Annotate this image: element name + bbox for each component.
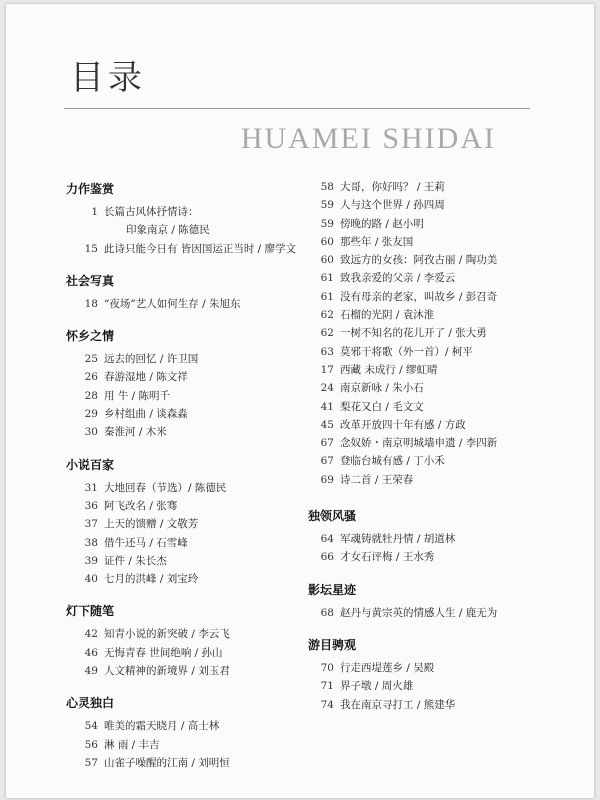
- toc-entry[interactable]: [306, 361, 536, 379]
- toc-entry[interactable]: [64, 736, 299, 754]
- entry-title: 梨花又白 / 毛文文: [340, 400, 424, 413]
- entry-title: 山雀子噪醒的江南 / 刘明恒: [104, 756, 230, 769]
- toc-section: [306, 178, 536, 489]
- toc-entry[interactable]: [64, 497, 299, 515]
- page-number: 36: [84, 499, 98, 512]
- page-number: 67: [320, 455, 334, 468]
- toc-entry[interactable]: [306, 677, 536, 695]
- page-number: 40: [84, 573, 98, 586]
- toc-entry[interactable]: [306, 343, 536, 361]
- section-title: 心灵独白: [66, 696, 115, 711]
- page-number: 49: [84, 665, 98, 678]
- entry-title: 致远方的女孩：阿孜古丽 / 陶功美: [340, 254, 498, 267]
- entry-title: 改革开放四十年有感 / 方政: [340, 418, 466, 431]
- entry-title: 傍晚的路 / 赵小明: [340, 217, 424, 230]
- toc-left-column: [64, 180, 299, 772]
- toc-entry[interactable]: [64, 717, 299, 735]
- entry-title: 知青小说的新突破 / 李云飞: [104, 628, 230, 641]
- page-number: 41: [320, 400, 334, 413]
- page-number: 58: [320, 181, 334, 193]
- page-number: 26: [84, 371, 98, 384]
- title-divider: [64, 108, 530, 109]
- entry-title: 远去的回忆 / 许卫国: [104, 353, 199, 366]
- section-title: 独领风骚: [308, 509, 357, 524]
- toc-entry-continuation: 印象南京 / 陈德民: [126, 224, 210, 237]
- toc-entry[interactable]: [306, 452, 536, 470]
- entry-title: 莫邪干将歌（外一首）/ 柯平: [340, 345, 473, 358]
- entry-title: 乡村组曲 / 谈森淼: [104, 408, 188, 421]
- page-number: 68: [320, 606, 334, 619]
- toc-section: [306, 636, 536, 714]
- toc-entry[interactable]: [306, 398, 536, 416]
- toc-entry[interactable]: [64, 552, 299, 570]
- toc-entry[interactable]: [64, 423, 299, 441]
- page-number: 39: [84, 554, 98, 567]
- entry-title: 此诗只能今日有 皆因国运正当时 / 廖学文: [104, 242, 297, 255]
- toc-entry[interactable]: [306, 269, 536, 287]
- toc-section: [306, 581, 536, 622]
- toc-entry[interactable]: [64, 350, 299, 368]
- toc-section: [64, 180, 299, 258]
- entry-title: 大哥，你好吗？ / 王莉: [340, 181, 445, 193]
- toc-entry[interactable]: [64, 405, 299, 423]
- entry-title: 那些年 / 张友国: [340, 235, 414, 248]
- toc-entry[interactable]: [306, 530, 536, 548]
- toc-entry[interactable]: [306, 215, 536, 233]
- page-number: 30: [84, 426, 98, 439]
- page-number: 64: [320, 533, 334, 546]
- entry-title: 一树不知名的花儿开了 / 张大勇: [340, 327, 487, 340]
- page-number: 25: [84, 353, 98, 366]
- page-number: 46: [84, 646, 98, 659]
- toc-entry[interactable]: [64, 644, 299, 662]
- toc-entry[interactable]: [306, 696, 536, 714]
- entry-title: “夜场”艺人如何生存 / 朱旭东: [104, 297, 241, 310]
- section-title: 社会写真: [66, 273, 115, 288]
- page-number: 24: [320, 382, 334, 395]
- toc-entry[interactable]: [64, 625, 299, 643]
- page-title: 目录: [70, 58, 146, 98]
- toc-entry[interactable]: [64, 240, 299, 258]
- toc-entry[interactable]: [306, 178, 536, 196]
- toc-entry[interactable]: [64, 387, 299, 405]
- entry-title: 长篇古风体抒情诗：: [104, 206, 199, 218]
- toc-section: [64, 272, 299, 313]
- toc-entry[interactable]: [306, 434, 536, 452]
- page-number: 31: [84, 481, 98, 494]
- toc-entry[interactable]: [306, 471, 536, 489]
- page-number: 17: [320, 363, 334, 376]
- section-title: 怀乡之情: [66, 329, 115, 344]
- toc-entry[interactable]: [306, 196, 536, 214]
- section-title: 游目骋观: [308, 637, 357, 652]
- page-number: 61: [320, 272, 334, 285]
- page-number: 38: [84, 536, 98, 549]
- toc-entry[interactable]: [64, 479, 299, 497]
- page-number: 61: [320, 290, 334, 303]
- page-number: 57: [84, 756, 98, 769]
- section-title: 力作鉴赏: [66, 182, 115, 196]
- page-number: 28: [84, 389, 98, 402]
- page-number: 67: [320, 437, 334, 450]
- entry-title: 诗二首 / 王荣春: [340, 473, 414, 486]
- toc-entry[interactable]: [64, 534, 299, 552]
- entry-title: 七月的洪峰 / 刘宝玲: [104, 573, 199, 586]
- page-number: 1: [91, 206, 98, 218]
- page-number: 70: [320, 661, 334, 674]
- section-title: 小说百家: [66, 457, 115, 472]
- entry-title: 登临台城有感 / 丁小禾: [340, 455, 445, 468]
- toc-entry[interactable]: [306, 416, 536, 434]
- page-number: 59: [320, 199, 334, 212]
- entry-title: 南京新咏 / 朱小石: [340, 382, 424, 395]
- page-number: 60: [320, 235, 334, 248]
- toc-entry[interactable]: [306, 251, 536, 269]
- toc-entry[interactable]: [64, 570, 299, 588]
- page-number: 59: [320, 217, 334, 230]
- toc-entry[interactable]: [64, 368, 299, 386]
- page-number: 71: [320, 680, 334, 693]
- page-number: 62: [320, 309, 334, 322]
- toc-entry[interactable]: [306, 604, 536, 622]
- toc-entry[interactable]: [306, 233, 536, 251]
- page-number: 37: [84, 518, 98, 531]
- page-number: 62: [320, 327, 334, 340]
- toc-entry[interactable]: [64, 754, 299, 772]
- page-number: 74: [320, 698, 334, 711]
- page-number: 66: [320, 551, 334, 564]
- page-number: 18: [84, 297, 98, 310]
- toc-section: [64, 694, 299, 772]
- entry-title: 阿飞改名 / 张骞: [104, 499, 178, 512]
- toc-entry[interactable]: [64, 515, 299, 533]
- toc-entry[interactable]: [306, 288, 536, 306]
- entry-title: 才女石评梅 / 王水秀: [340, 551, 435, 564]
- entry-title: 我在南京寻打工 / 熊建华: [340, 698, 456, 711]
- page-number: 60: [320, 254, 334, 267]
- page-number: 56: [84, 738, 98, 751]
- entry-title: 军魂铸就牡丹情 / 胡道林: [340, 533, 456, 546]
- toc-entry[interactable]: [64, 662, 299, 680]
- document-page: [6, 4, 594, 798]
- entry-title: 行走西堤莲乡 / 吴殿: [340, 661, 435, 674]
- toc-entry[interactable]: [306, 548, 536, 566]
- entry-title: 证件 / 朱长杰: [104, 554, 167, 567]
- entry-title: 界子墩 / 周火雄: [340, 680, 414, 693]
- toc-entry[interactable]: [306, 659, 536, 677]
- entry-title: 致我亲爱的父亲 / 李爱云: [340, 272, 456, 285]
- page-number: 15: [84, 242, 98, 255]
- section-title: 灯下随笔: [66, 604, 115, 619]
- entry-title: 人与这个世界 / 孙四周: [340, 199, 445, 212]
- entry-title: 无悔青春 世间绝响 / 孙山: [104, 646, 223, 659]
- toc-entry[interactable]: [306, 324, 536, 342]
- entry-title: 唯美的霜天晓月 / 高士林: [104, 720, 220, 733]
- toc-section: [64, 602, 299, 680]
- toc-section: [306, 507, 536, 567]
- page-number: 29: [84, 408, 98, 421]
- entry-title: 用 牛 / 陈明千: [104, 389, 171, 402]
- page-number: 45: [320, 418, 334, 431]
- entry-title: 淋 雨 / 丰吉: [104, 738, 160, 751]
- page-number: 63: [320, 345, 334, 358]
- toc-entry[interactable]: [64, 203, 299, 221]
- page-number: 54: [84, 720, 98, 733]
- toc-entry[interactable]: [306, 379, 536, 397]
- toc-entry[interactable]: [64, 295, 299, 313]
- entry-title: 赵丹与黄宗英的情感人生 / 鹿无为: [340, 606, 498, 619]
- entry-title: 人文精神的新境界 / 刘玉君: [104, 665, 230, 678]
- entry-title: 念奴娇・南京明城墙申遗 / 李四新: [340, 437, 498, 450]
- toc-section: [64, 327, 299, 441]
- brand-title: HUAMEI SHIDAI: [240, 122, 496, 155]
- toc-entry[interactable]: [306, 306, 536, 324]
- entry-title: 西藏 未成行 / 缪虹晴: [340, 363, 438, 376]
- entry-title: 上天的馈赠 / 文敬芳: [104, 518, 199, 531]
- toc-right-column: [306, 178, 536, 714]
- entry-title: 春游湿地 / 陈文祥: [104, 371, 188, 384]
- entry-title: 大地回春（节选）/ 陈德民: [104, 481, 227, 494]
- entry-title: 秦淮河 / 木米: [104, 426, 167, 439]
- entry-title: 借牛还马 / 石雪峰: [104, 536, 188, 549]
- section-title: 影坛星迹: [308, 582, 357, 597]
- entry-title: 石榴的光阴 / 袁沐淮: [340, 309, 435, 322]
- toc-section: [64, 456, 299, 589]
- entry-title: 没有母亲的老家，叫故乡 / 彭召奇: [340, 290, 498, 303]
- page-number: 42: [84, 628, 98, 641]
- page-number: 69: [320, 473, 334, 486]
